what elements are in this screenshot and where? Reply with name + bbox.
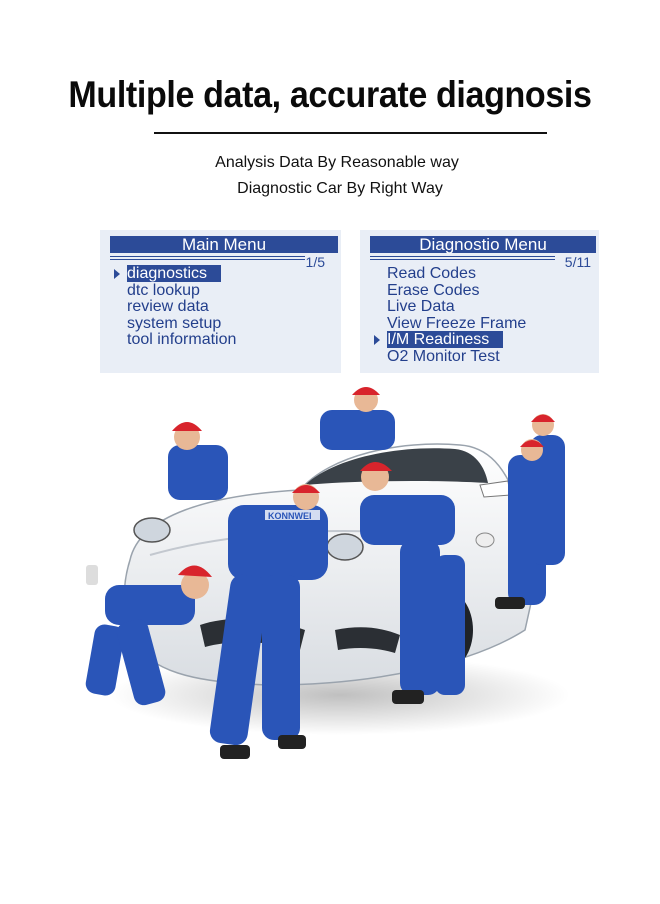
diag-item-read-codes[interactable]: Read Codes xyxy=(387,265,476,282)
mechanic-top-center xyxy=(320,387,395,450)
page-title: Multiple data, accurate diagnosis xyxy=(68,74,592,115)
diagnostic-menu-title: Diagnostio Menu xyxy=(370,236,596,253)
selection-arrow-icon xyxy=(374,335,380,345)
diagnostic-menu-page-indicator: 5/11 xyxy=(564,254,591,270)
divider-line xyxy=(110,256,305,257)
diagnostic-menu-list xyxy=(387,266,526,366)
diag-item-live-data[interactable]: Live Data xyxy=(387,298,455,316)
main-menu-item-diagnostics[interactable]: diagnostics xyxy=(127,266,236,283)
divider-line xyxy=(110,259,305,260)
selection-arrow-icon xyxy=(114,269,120,279)
divider-line xyxy=(370,259,555,260)
main-menu-item-review-data[interactable]: review data xyxy=(127,298,209,316)
main-menu-item-tool-information[interactable]: tool information xyxy=(127,331,237,349)
diag-item-o2-monitor-test[interactable]: O2 Monitor Test xyxy=(387,347,500,365)
divider-line xyxy=(370,256,555,257)
diag-item-view-freeze-frame[interactable]: View Freeze Frame xyxy=(387,314,527,332)
subtitle-line-1: Analysis Data By Reasonable way xyxy=(215,154,459,171)
mechanics-car-photo xyxy=(70,385,590,805)
title-underline xyxy=(154,132,547,134)
main-menu-list xyxy=(127,266,236,349)
uniform-lettering: KONNWEI xyxy=(268,511,312,521)
subtitle-line-2: Diagnostic Car By Right Way xyxy=(237,180,443,197)
main-menu-page-indicator: 1/5 xyxy=(305,254,325,270)
diag-item-im-readiness[interactable]: I/M Readiness xyxy=(387,332,526,349)
diagnostic-menu-screen xyxy=(360,230,599,373)
mechanic-top-left xyxy=(168,422,228,500)
diag-item-erase-codes[interactable]: Erase Codes xyxy=(387,281,480,299)
main-menu-item-dtc-lookup[interactable]: dtc lookup xyxy=(127,281,200,299)
main-menu-item-system-setup[interactable]: system setup xyxy=(127,314,222,332)
main-menu-title: Main Menu xyxy=(110,236,338,253)
main-menu-screen xyxy=(100,230,341,373)
